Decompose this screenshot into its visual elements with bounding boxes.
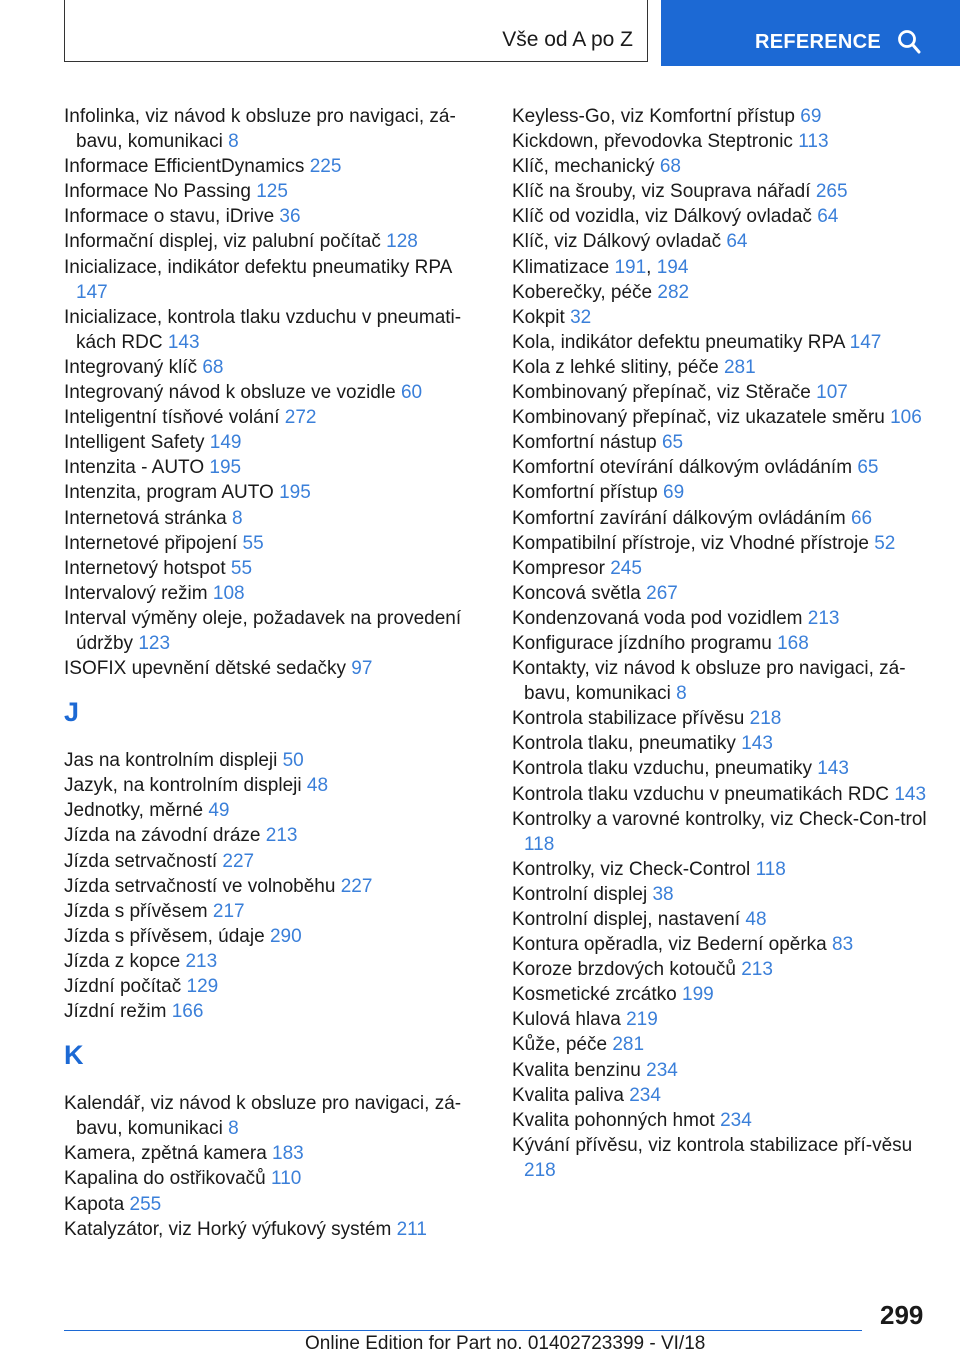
- index-entry-text: Kapota: [64, 1193, 125, 1215]
- index-entry: [512, 982, 932, 1007]
- index-letter-heading: K: [64, 1040, 84, 1071]
- page-reference-link[interactable]: 147: [76, 281, 108, 303]
- index-entry: [512, 129, 932, 154]
- index-entry: [64, 1091, 484, 1141]
- page-reference-link[interactable]: 118: [524, 833, 555, 855]
- index-entry: [64, 748, 484, 773]
- index-entry-text: Kola z lehké slitiny, péče: [512, 356, 719, 378]
- page-reference-link[interactable]: 183: [272, 1143, 304, 1165]
- index-entry: [64, 556, 484, 581]
- index-entry: [512, 1133, 932, 1183]
- index-entry: [512, 782, 932, 807]
- footer-divider: [64, 1330, 862, 1331]
- index-entry-text: Intelligent Safety: [64, 432, 205, 454]
- index-entry-text: Kontrola stabilizace přívěsu: [512, 708, 745, 730]
- index-entry-text: Kvalita pohonných hmot: [512, 1109, 715, 1131]
- index-entry-text: Katalyzátor, viz Horký výfukový systém: [64, 1218, 392, 1240]
- index-entry-text: Kontrola tlaku vzduchu, pneumatiky: [512, 758, 812, 780]
- page-reference-link[interactable]: 125: [256, 181, 288, 203]
- index-entry: [64, 1166, 484, 1191]
- index-entry-text: Integrovaný návod k obsluze ve vozidle: [64, 382, 396, 404]
- page-reference-link[interactable]: 281: [612, 1034, 645, 1056]
- page-reference-link[interactable]: 168: [777, 632, 809, 654]
- index-entry-text: Jízda setrvačností ve volnoběhu: [64, 875, 336, 897]
- page-reference-link[interactable]: 290: [269, 925, 302, 947]
- page-reference-link[interactable]: 191: [614, 256, 647, 278]
- index-entry-text: Kontura opěradla, viz Bederní opěrka: [512, 934, 827, 956]
- index-entry-text: Kokpit: [512, 306, 565, 328]
- index-entry: [64, 455, 484, 480]
- index-entry: [64, 204, 484, 229]
- page-reference-link[interactable]: 265: [815, 181, 848, 203]
- index-entry-text: Jednotky, měrné: [64, 800, 204, 822]
- page-reference-link[interactable]: 8: [231, 507, 243, 529]
- page-reference-link[interactable]: 213: [185, 950, 218, 972]
- page-reference-link[interactable]: 213: [741, 959, 773, 981]
- page-reference-link[interactable]: 149: [209, 432, 242, 454]
- index-entry: [512, 1032, 932, 1057]
- index-entry-text: Kontrola tlaku vzduchu v pneumatikách RDC: [512, 783, 890, 805]
- index-entry: [64, 380, 484, 405]
- page-reference-link[interactable]: 68: [659, 156, 681, 178]
- index-entry-text: Jízda z kopce: [64, 950, 181, 972]
- index-entry-text: Jízda na závodní dráze: [64, 825, 261, 847]
- page-reference-link[interactable]: 143: [167, 331, 200, 353]
- index-entry-text: Informace o stavu, iDrive: [64, 206, 275, 228]
- page-reference-link[interactable]: 8: [228, 131, 239, 153]
- page-reference-link[interactable]: 218: [524, 1159, 556, 1181]
- page-reference-link[interactable]: 128: [386, 231, 418, 253]
- index-entry-text: Kvalita paliva: [512, 1084, 624, 1106]
- page-reference-link[interactable]: 245: [610, 557, 642, 579]
- index-entry-text: Kompatibilní přístroje, viz Vhodné přístroje: [512, 532, 869, 554]
- index-entry-text: Kombinovaný přepínač, viz Stěrače: [512, 382, 811, 404]
- index-entry: [512, 204, 932, 229]
- index-entry: [512, 455, 932, 480]
- index-entry-text: Kondenzovaná voda pod vozidlem: [512, 607, 803, 629]
- index-entry: [512, 807, 932, 857]
- index-entry-text: Infolinka, viz návod k obsluze pro navigaci, zá‐bavu, komunikaci: [64, 106, 456, 153]
- index-entry: Klimatizace 191, 194: [512, 256, 689, 278]
- index-entry: [512, 857, 932, 882]
- index-entry: [512, 355, 932, 380]
- page-reference-link[interactable]: 129: [186, 976, 219, 997]
- index-entry: [512, 706, 932, 731]
- page-reference-link[interactable]: 97: [351, 658, 373, 680]
- index-entry-text: Koberečky, péče: [512, 281, 653, 303]
- index-entry: [64, 924, 484, 949]
- index-entry-text: Konfigurace jízdního programu: [512, 632, 772, 654]
- index-entry: [512, 556, 932, 581]
- index-entry-text: Internetová stránka: [64, 507, 227, 529]
- index-entry-text: Komfortní přístup: [512, 482, 658, 504]
- page-reference-link[interactable]: 218: [749, 708, 782, 730]
- index-entry: [64, 531, 484, 556]
- page-reference-link[interactable]: 123: [138, 632, 171, 654]
- index-entry-text: Klíč, viz Dálkový ovladač: [512, 231, 722, 253]
- index-entry: [512, 330, 932, 355]
- index-entry: [64, 154, 484, 179]
- page-reference-link[interactable]: 55: [230, 557, 253, 579]
- page-reference-link[interactable]: 255: [129, 1193, 162, 1215]
- index-entry-text: Kontrolky a varovné kontrolky, viz Check-Con‐trol: [512, 808, 927, 830]
- page-reference-link[interactable]: 52: [874, 532, 896, 554]
- index-entry-text: Kombinovaný přepínač, viz ukazatele směru: [512, 407, 885, 429]
- footer-edition: Online Edition for Part no. 01402723399 - VI/18: [305, 1333, 706, 1354]
- index-entry: [64, 899, 484, 924]
- index-entry: [512, 405, 932, 430]
- page-reference-link[interactable]: 211: [396, 1218, 427, 1240]
- reference-tab[interactable]: [661, 0, 960, 66]
- index-entry-text: Kickdown, převodovka Steptronic: [512, 131, 793, 153]
- index-entry-text: Kvalita benzinu: [512, 1059, 641, 1081]
- index-entry-text: Internetový hotspot: [64, 557, 226, 579]
- page-reference-link[interactable]: 118: [755, 858, 786, 880]
- index-entry: [64, 849, 484, 874]
- index-entry-text: Kola, indikátor defektu pneumatiky RPA: [512, 331, 845, 353]
- index-entry: [64, 305, 484, 355]
- index-entry-text: Intenzita, program AUTO: [64, 482, 274, 504]
- page-reference-link[interactable]: 65: [857, 457, 879, 479]
- index-entry-text: Interval výměny oleje, požadavek na provedení údržby: [64, 607, 462, 654]
- page-reference-link[interactable]: 213: [265, 825, 298, 847]
- index-entry: [512, 380, 932, 405]
- page-reference-link[interactable]: 195: [279, 482, 311, 504]
- index-entry: [512, 506, 932, 531]
- index-entry: [512, 531, 932, 556]
- page-reference-link[interactable]: 110: [271, 1168, 302, 1190]
- page-reference-link[interactable]: 166: [171, 1001, 204, 1023]
- index-entry-text: Klíč na šrouby, viz Souprava nářadí: [512, 181, 811, 203]
- page-reference-link[interactable]: 143: [817, 758, 849, 780]
- index-entry-text: Keyless-Go, viz Komfortní přístup: [512, 106, 795, 127]
- index-entry-text: Komfortní nástup: [512, 432, 657, 454]
- index-entry: [512, 280, 932, 305]
- index-entry-text: Intenzita - AUTO: [64, 457, 205, 479]
- index-entry-text: Kulová hlava: [512, 1009, 621, 1031]
- index-entry: [64, 1141, 484, 1166]
- page-reference-link[interactable]: 217: [212, 900, 245, 922]
- index-entry-text: Komfortní otevírání dálkovým ovládáním: [512, 457, 853, 479]
- section-title-box: [64, 0, 648, 62]
- page-reference-link[interactable]: 38: [652, 883, 674, 905]
- index-entry: [512, 154, 932, 179]
- index-entry-text: Integrovaný klíč: [64, 356, 198, 378]
- page-reference-link[interactable]: 272: [284, 407, 317, 429]
- page-reference-link[interactable]: 64: [726, 231, 748, 253]
- index-entry-text: Kontrolní displej, nastavení: [512, 909, 741, 930]
- index-entry: [64, 874, 484, 899]
- page-reference-link[interactable]: 219: [626, 1009, 658, 1031]
- index-letter-heading: J: [64, 697, 80, 728]
- page-reference-link[interactable]: 50: [282, 750, 304, 772]
- index-entry: [64, 355, 484, 380]
- index-entry-text: Klimatizace: [512, 256, 610, 278]
- reference-tab-label: REFERENCE: [755, 31, 882, 53]
- page-reference-link[interactable]: 69: [800, 106, 822, 127]
- index-entry-text: Kompresor: [512, 557, 605, 579]
- index-entry: [512, 1007, 932, 1032]
- index-entry-text: Kalendář, viz návod k obsluze pro navigaci, zá‐bavu, komunikaci: [64, 1093, 462, 1140]
- page-reference-link[interactable]: 282: [657, 281, 690, 303]
- index-entry: [64, 255, 484, 305]
- index-entry-text: Jas na kontrolním displeji: [64, 750, 278, 772]
- index-entry: [512, 656, 932, 706]
- index-entry-text: ISOFIX upevnění dětské sedačky: [64, 658, 346, 680]
- index-entry: [64, 823, 484, 848]
- index-entry: [64, 229, 484, 254]
- index-entry-text: Kontrolky, viz Check-Control: [512, 858, 751, 880]
- index-entry-text: Kontrolní displej: [512, 883, 648, 905]
- index-entry-text: Informace EfficientDynamics: [64, 156, 305, 178]
- index-entry: [512, 229, 932, 254]
- index-entry-text: Inicializace, kontrola tlaku vzduchu v pneumati‐kách RDC: [64, 306, 462, 353]
- index-entry-text: Informační displej, viz palubní počítač: [64, 231, 381, 253]
- index-entry-text: Klíč od vozidla, viz Dálkový ovladač: [512, 206, 812, 228]
- index-entry-text: Kamera, zpětná kamera: [64, 1143, 267, 1165]
- index-entry-text: Jízda s přívěsem: [64, 900, 208, 922]
- index-entry: [64, 656, 484, 681]
- page-reference-link[interactable]: 234: [720, 1109, 752, 1131]
- index-column-left: [64, 104, 484, 1242]
- page-reference-link[interactable]: 32: [570, 306, 592, 328]
- page-reference-link[interactable]: 55: [242, 532, 264, 554]
- page-reference-link[interactable]: 213: [807, 607, 840, 629]
- index-entry: [512, 430, 932, 455]
- index-entry-text: Koncová světla: [512, 582, 641, 604]
- index-entry-text: Klíč, mechanický: [512, 156, 655, 178]
- index-entry: [64, 405, 484, 430]
- index-entry: [64, 773, 484, 798]
- index-entry: [512, 731, 932, 756]
- page-reference-link[interactable]: 49: [208, 800, 230, 822]
- index-entry: [512, 104, 932, 129]
- page-reference-link[interactable]: 65: [661, 432, 684, 454]
- index-entry: [64, 179, 484, 204]
- index-entry: [512, 631, 932, 656]
- index-entry: [512, 1083, 932, 1108]
- index-entry: [64, 999, 484, 1024]
- index-entry: [64, 104, 484, 154]
- page-reference-link[interactable]: 199: [682, 984, 714, 1006]
- index-entry: [512, 179, 932, 204]
- index-entry-text: Internetové připojení: [64, 532, 238, 554]
- index-entry: [64, 480, 484, 505]
- index-entry: [64, 506, 484, 531]
- index-entry: [512, 606, 932, 631]
- index-entry: [64, 1217, 484, 1242]
- page-reference-link[interactable]: 8: [228, 1118, 239, 1140]
- page-reference-link[interactable]: 48: [306, 775, 329, 797]
- index-entry-text: Kůže, péče: [512, 1034, 608, 1056]
- index-entry: [64, 974, 484, 999]
- index-entry: [512, 305, 932, 330]
- page-reference-link[interactable]: 143: [741, 733, 773, 755]
- page-reference-link[interactable]: 194: [656, 256, 689, 278]
- index-entry: [64, 581, 484, 606]
- index-entry-text: Kapalina do ostřikovačů: [64, 1168, 266, 1190]
- index-entry: [64, 606, 484, 656]
- index-entry-text: Intervalový režim: [64, 582, 208, 604]
- page-reference-link[interactable]: 267: [646, 582, 678, 604]
- page-reference-link[interactable]: 106: [890, 407, 922, 429]
- index-entry: [512, 480, 932, 505]
- page-reference-link[interactable]: 107: [816, 382, 848, 404]
- page-header: [0, 0, 960, 66]
- index-entry: [512, 581, 932, 606]
- page-reference-link[interactable]: 36: [279, 206, 301, 228]
- index-entry: [512, 957, 932, 982]
- index-entry-text: Jazyk, na kontrolním displeji: [64, 775, 302, 797]
- index-entry-text: Jízdní počítač: [64, 976, 182, 997]
- index-entry-text: Komfortní zavírání dálkovým ovládáním: [512, 507, 846, 529]
- index-entry-text: Jízda s přívěsem, údaje: [64, 925, 265, 947]
- index-entry-text: Kontrola tlaku, pneumatiky: [512, 733, 736, 755]
- page-reference-link[interactable]: 227: [340, 875, 373, 897]
- page-reference-link[interactable]: 281: [723, 356, 756, 378]
- page-reference-link[interactable]: 64: [817, 206, 839, 228]
- index-entry-text: Koroze brzdových kotoučů: [512, 959, 736, 981]
- index-entry: [64, 1192, 484, 1217]
- index-entry-text: Informace No Passing: [64, 181, 251, 203]
- index-entry: [512, 1058, 932, 1083]
- page-number: 299: [880, 1300, 924, 1330]
- page-reference-link[interactable]: 225: [309, 156, 342, 178]
- index-entry: [512, 907, 932, 932]
- index-entry: [64, 949, 484, 974]
- index-entry: [512, 932, 932, 957]
- index-entry-text: Jízda setrvačností: [64, 850, 218, 872]
- page-reference-link[interactable]: 195: [209, 457, 242, 479]
- page-reference-link[interactable]: 113: [798, 131, 829, 153]
- page-reference-link[interactable]: 147: [849, 331, 882, 353]
- index-entry: [64, 430, 484, 455]
- page-reference-link[interactable]: 68: [202, 356, 224, 378]
- page-reference-link[interactable]: 83: [832, 934, 854, 956]
- index-entry: [512, 756, 932, 781]
- page-reference-link[interactable]: 227: [222, 850, 255, 872]
- page-reference-link[interactable]: 234: [646, 1059, 678, 1081]
- page-reference-link[interactable]: 143: [894, 783, 927, 805]
- index-entry-text: Kosmetické zrcátko: [512, 984, 677, 1006]
- index-column-right: [512, 104, 932, 1183]
- page-reference-link[interactable]: 8: [676, 683, 687, 705]
- section-title: Vše od A po Z: [502, 28, 633, 51]
- index-entry: [64, 798, 484, 823]
- index-entry-text: Jízdní režim: [64, 1001, 167, 1023]
- index-entry-text: Inicializace, indikátor defektu pneumatiky RPA: [64, 256, 452, 278]
- index-entry: [512, 1108, 932, 1133]
- page-reference-link[interactable]: 60: [400, 382, 423, 404]
- index-entry: [512, 882, 932, 907]
- search-icon[interactable]: [897, 29, 921, 55]
- page-reference-link[interactable]: 234: [629, 1084, 661, 1106]
- index-entry-text: Kontakty, viz návod k obsluze pro navigaci, zá‐bavu, komunikaci: [512, 658, 906, 705]
- page-reference-link[interactable]: 66: [850, 507, 873, 529]
- page-reference-link[interactable]: 108: [212, 582, 245, 604]
- page-reference-link[interactable]: 48: [745, 909, 767, 930]
- index-entry-text: Kývání přívěsu, viz kontrola stabilizace pří‐věsu: [512, 1134, 913, 1156]
- page-reference-link[interactable]: 69: [663, 482, 685, 504]
- index-entry-text: Inteligentní tísňové volání: [64, 407, 280, 429]
